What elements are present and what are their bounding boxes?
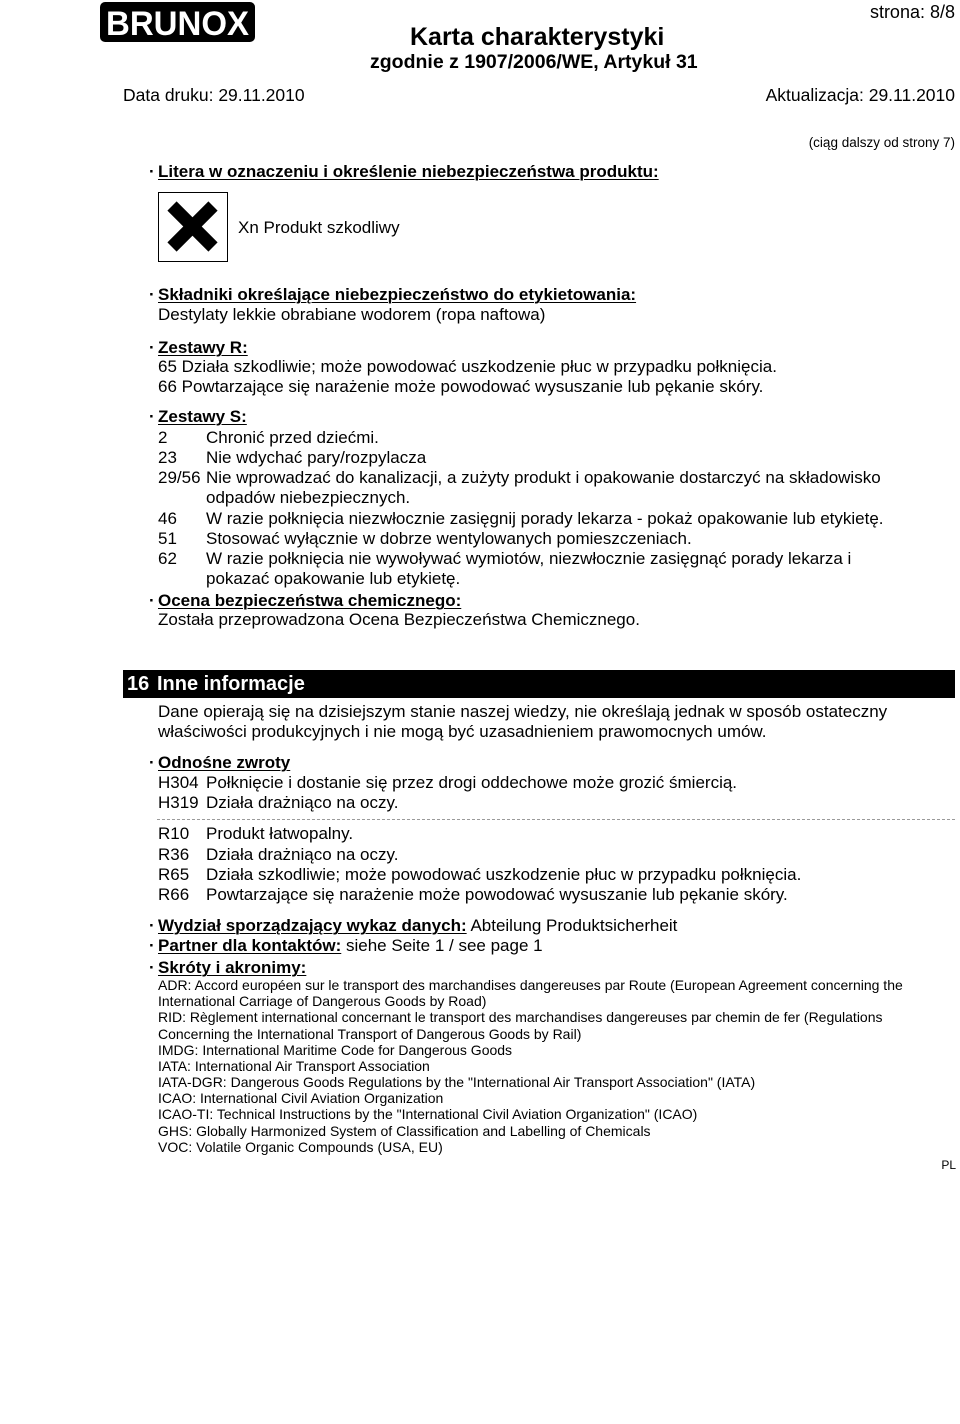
r-phrase-text: Produkt łatwopalny. [206,824,354,843]
document-title: Karta charakterystyki [410,23,665,51]
csa-value: Została przeprowadzona Ocena Bezpieczeństwa Chemicznego. [158,610,640,629]
section-16-header [123,670,955,698]
h-phrase-text: Działa drażniąco na oczy. [206,793,399,812]
abbreviation-line: VOC: Volatile Organic Compounds (USA, EU) [158,1139,443,1155]
s-phrase-code: 29/56 [158,468,201,487]
abbreviation-line: Concerning the International Transport of Dangerous Goods by Rail) [158,1026,582,1042]
r-phrase-text: Działa drażniąco na oczy. [206,845,399,864]
r-phrase-row [158,824,353,844]
hazard-text: Xn Produkt szkodliwy [238,218,400,237]
s-phrase-row [158,448,426,468]
issuer-row [158,916,677,936]
csa-label: Ocena bezpieczeństwa chemicznego: [158,591,462,610]
contact-label: Partner dla kontaktów: [158,936,342,955]
logo-text: BRUNOX [106,5,250,42]
s-phrase-row [158,529,692,549]
s-phrase-code: 62 [158,549,177,568]
r-phrase-code: R65 [158,865,190,884]
r-phrase-code: R10 [158,824,190,843]
h-phrase-code: H304 [158,773,199,792]
s-phrase-text: W razie połknięcia niezwłocznie zasięgnij porady lekarza - pokaż opakowanie lub etykietę. [206,509,884,528]
disclaimer-line: Dane opierają się na dzisiejszym stanie naszej wiedzy, nie określają jednak w sposób ostateczny [158,702,888,721]
s-phrases-label-row [158,407,247,427]
h-phrase-row [158,773,737,793]
r-phrase: 65 Działa szkodliwie; może powodować uszkodzenie płuc w przypadku połknięcia. [158,357,777,376]
r-phrase-text: Powtarzające się narażenie może powodować wysuszanie lub pękanie skóry. [206,885,788,904]
s-phrase-row [158,428,379,448]
document-subtitle: zgodnie z 1907/2006/WE, Artykuł 31 [370,51,698,73]
r-phrase-text: Działa szkodliwie; może powodować uszkodzenie płuc w przypadku połknięcia. [206,865,802,884]
abbreviation-line: GHS: Globally Harmonized System of Classification and Labelling of Chemicals [158,1123,651,1139]
h-phrase-text: Połknięcie i dostanie się przez drogi oddechowe może grozić śmiercią. [206,773,738,792]
s-phrase-code: 51 [158,529,177,548]
hazard-symbol [158,192,228,262]
contact-row [158,936,543,956]
r-phrase-row [158,865,801,885]
print-date: Data druku: 29.11.2010 [123,85,305,105]
s-phrases-label: Zestawy S: [158,407,247,426]
s-phrase-code: 2 [158,428,168,447]
s-phrase-row [158,468,881,488]
language-code: PL [941,1158,956,1172]
r-phrases-label: Zestawy R: [158,338,248,357]
continued-note: (ciąg dalszy od strony 7) [808,135,955,150]
components-value: Destylaty lekkie obrabiane wodorem (ropa naftowa) [158,305,546,324]
components-label-row [158,285,636,305]
hazard-label-row [158,162,659,182]
r-phrase-code: R66 [158,885,190,904]
abbreviation-line: IATA-DGR: Dangerous Goods Regulations by the "International Air Transport Association" (IATA) [158,1074,756,1090]
issuer-value: Abteilung Produktsicherheit [470,916,678,935]
s-phrase-text: Nie wdychać pary/rozpylacza [206,448,427,467]
phrases-label: Odnośne zwroty [158,753,291,772]
abbreviation-line: ADR: Accord européen sur le transport des marchandises dangereuses par Route (European Agreement concerning the [158,977,903,993]
s-phrase-text-continuation: odpadów niebezpiecznych. [206,488,411,507]
r-phrase: 66 Powtarzające się narażenie może powodować wysuszanie lub pękanie skóry. [158,377,764,396]
s-phrase-code: 23 [158,448,177,467]
abbreviation-line: ICAO-TI: Technical Instructions by the "International Civil Aviation Organization" (ICAO) [158,1106,698,1122]
h-phrase-row [158,793,398,813]
issuer-label: Wydział sporządzający wykaz danych: [158,916,467,935]
csa-label-row [158,591,461,611]
hazard-label: Litera w oznaczeniu i określenie niebezpieczeństwa produktu: [158,162,659,181]
abbreviation-line: RID: Règlement international concernant le transport des marchandises dangereuses par chemin de fer (Regulations [158,1009,883,1025]
section-title: Inne informacje [157,673,305,695]
s-phrase-row [158,509,884,529]
contact-value: siehe Seite 1 / see page 1 [346,936,543,955]
s-phrase-code: 46 [158,509,177,528]
s-phrase-text: W razie połknięcia nie wywoływać wymiotów, niezwłocznie zasięgnąć porady lekarza i [206,549,852,568]
abbreviation-line: IMDG: International Maritime Code for Dangerous Goods [158,1042,513,1058]
s-phrase-text: Chronić przed dziećmi. [206,428,379,447]
r-phrase-row [158,885,788,905]
harmful-cross-icon [159,193,226,260]
brand-logo-graphic [100,2,255,42]
brand-logo [100,2,255,42]
phrases-label-row [158,753,290,773]
s-phrase-text: Nie wprowadzać do kanalizacji, a zużyty produkt i opakowanie dostarczyć na składowisko [206,468,881,487]
abbreviations-label-row [158,958,306,978]
r-phrase-code: R36 [158,845,190,864]
update-date: Aktualizacja: 29.11.2010 [765,85,955,105]
r-phrases-label-row [158,338,248,358]
abbreviation-line: IATA: International Air Transport Association [158,1058,430,1074]
s-phrase-text-continuation: pokazać opakowanie lub etykietę. [206,569,461,588]
separator-line [157,819,955,820]
s-phrase-row [158,549,851,569]
components-label: Składniki określające niebezpieczeństwo do etykietowania: [158,285,637,304]
disclaimer-line: właściwości produkcyjnych i nie mogą być uzasadnieniem prawomocnych umów. [158,722,767,741]
s-phrase-text: Stosować wyłącznie w dobrze wentylowanych pomieszczeniach. [206,529,692,548]
page-number: strona: 8/8 [869,2,955,22]
r-phrase-row [158,845,398,865]
abbreviations-label: Skróty i akronimy: [158,958,307,977]
section-number: 16 [127,673,150,695]
abbreviation-line: ICAO: International Civil Aviation Organization [158,1090,444,1106]
h-phrase-code: H319 [158,793,199,812]
abbreviation-line: International Carriage of Dangerous Goods by Road) [158,993,487,1009]
